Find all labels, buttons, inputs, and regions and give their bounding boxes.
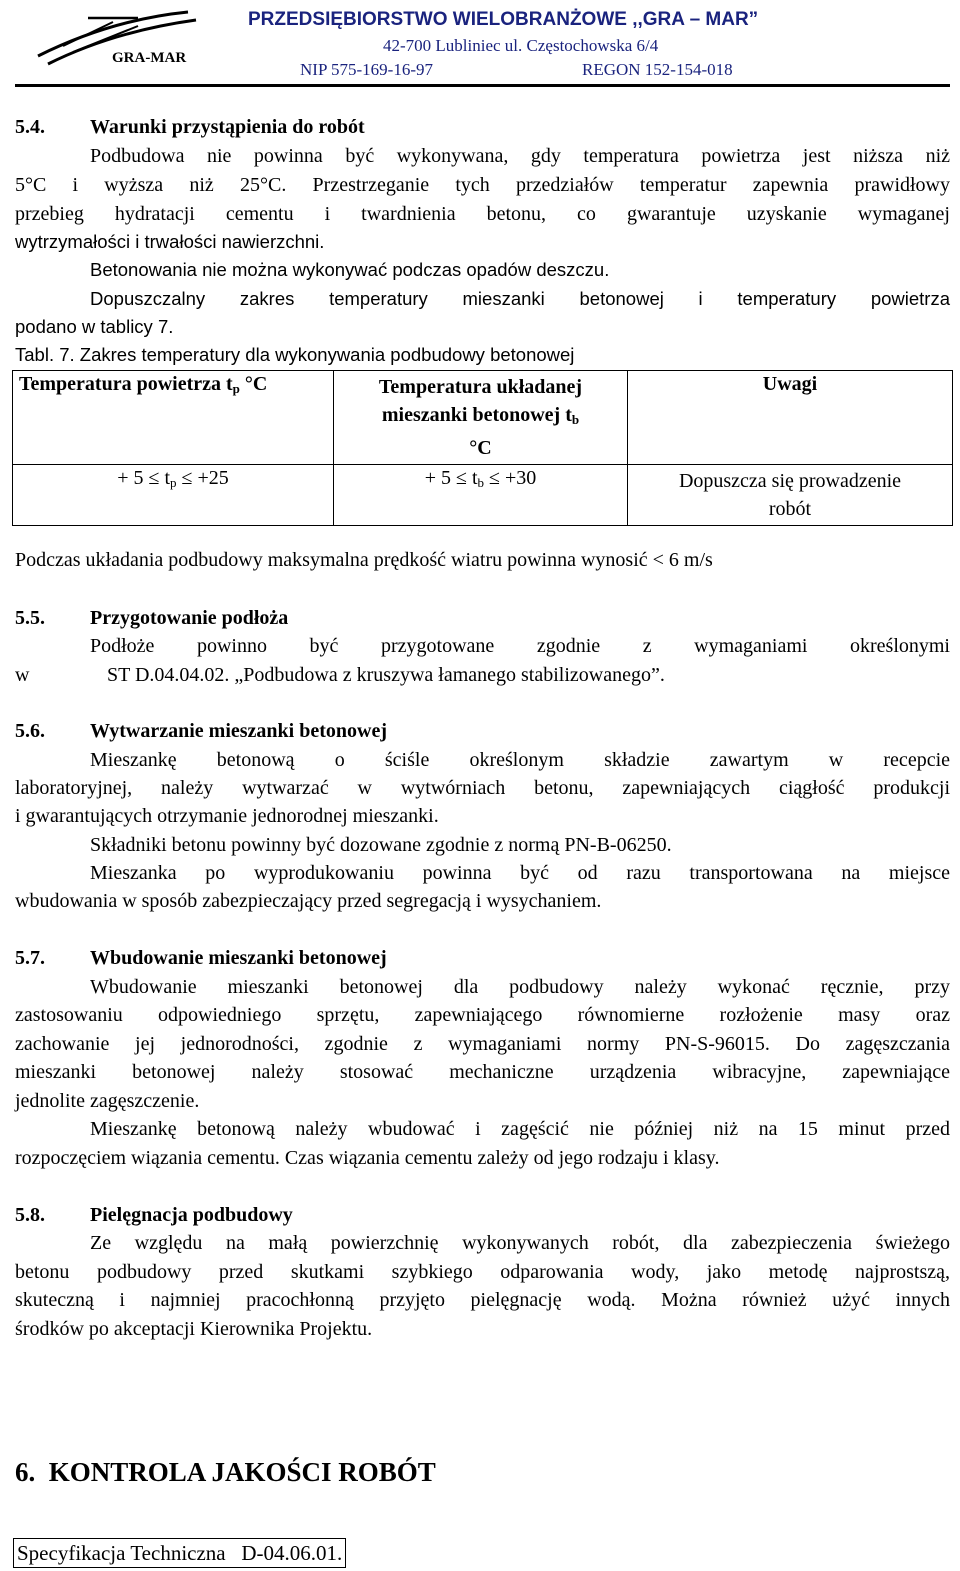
paragraph-line: wbudowania w sposób zabezpieczający przed segregacją i wysychaniem. xyxy=(15,890,602,912)
footer-spec-label: Specyfikacja Techniczna D-04.06.01. xyxy=(13,1538,346,1568)
table-header-cell: Temperatura układanej mieszanki betonowej $t_b$ °C xyxy=(334,371,628,465)
table-header-row xyxy=(13,371,953,465)
table-header-cell: Uwagi xyxy=(628,371,953,465)
paragraph-line: Mieszankę betonową o ściśle określonym składzie zawartym w recepcie xyxy=(90,749,950,771)
company-nip: NIP 575-169-16-97 xyxy=(300,60,433,79)
table-cell: Dopuszcza się prowadzenie robót xyxy=(628,465,953,526)
section-number: 5.7. xyxy=(15,947,45,969)
section-number: 5.4. xyxy=(15,116,45,138)
paragraph-line: Podłoże powinno być przygotowane zgodnie z wymaganiami określonymi xyxy=(90,635,950,657)
paragraph-line: ST D.04.04.02. „Podbudowa z kruszywa łamanego stabilizowanego”. xyxy=(107,664,665,686)
section-title: Wbudowanie mieszanki betonowej xyxy=(90,947,387,969)
header-divider xyxy=(15,84,950,87)
company-address: 42-700 Lubliniec ul. Częstochowska 6/4 xyxy=(383,36,659,55)
temperature-table xyxy=(12,370,953,526)
chapter-heading: 6. KONTROLA JAKOŚCI ROBÓT xyxy=(15,1457,436,1487)
paragraph-line: Mieszanka po wyprodukowaniu powinna być od razu transportowana na miejsce xyxy=(90,862,950,884)
paragraph-word: w xyxy=(15,664,30,686)
table-cell: + $5 \le t_b \le +30$ xyxy=(334,465,628,526)
paragraph-line: jednolite zagęszczenie. xyxy=(15,1090,200,1112)
section-number: 5.5. xyxy=(15,607,45,629)
paragraph-line: Wbudowanie mieszanki betonowej dla podbudowy należy wykonać ręcznie, przy xyxy=(90,976,950,998)
paragraph-line: środków po akceptacji Kierownika Projektu. xyxy=(15,1318,373,1340)
table-row xyxy=(13,465,953,526)
wind-note: Podczas układania podbudowy maksymalna prędkość wiatru powinna wynosić < 6 m/s xyxy=(15,549,713,571)
paragraph-line: laboratoryjnej, należy wytwarzać w wytwórniach betonu, zapewniających ciągłość produkcji xyxy=(15,777,950,799)
paragraph-line: podano w tablicy 7. xyxy=(15,316,174,337)
paragraph-line: Podbudowa nie powinna być wykonywana, gdy temperatura powietrza jest niższa niż xyxy=(90,145,950,167)
section-number: 5.8. xyxy=(15,1204,45,1226)
paragraph-line: zastosowaniu odpowiedniego sprzętu, zapewniającego równomierne rozłożenie masy oraz xyxy=(15,1004,950,1026)
paragraph-line: przebieg hydratacji cementu i twardnienia betonu, co gwarantuje uzyskanie wymaganej xyxy=(15,203,950,225)
section-title: Pielęgnacja podbudowy xyxy=(90,1204,293,1226)
table-cell: + $5 \le t_p \le +25$ xyxy=(13,465,334,526)
paragraph-line: wytrzymałości i trwałości nawierzchni. xyxy=(15,231,325,252)
section-title: Warunki przystąpienia do robót xyxy=(90,116,365,138)
logo-text: GRA-MAR xyxy=(112,50,187,66)
paragraph-line: Składniki betonu powinny być dozowane zgodnie z normą PN-B-06250. xyxy=(90,834,672,856)
paragraph-line: mieszanki betonowej należy stosować mechaniczne urządzenia wibracyjne, zapewniające xyxy=(15,1061,950,1083)
paragraph-line: betonu podbudowy przed skutkami szybkiego odparowania wody, jako metodę najprostszą, xyxy=(15,1261,950,1283)
paragraph-line: Dopuszczalny zakres temperatury mieszanki betonowej i temperatury powietrza xyxy=(90,288,950,309)
paragraph-line: rozpoczęciem wiązania cementu. Czas wiązania cementu zależy od jego rodzaju i klasy. xyxy=(15,1147,720,1169)
table-caption: Tabl. 7. Zakres temperatury dla wykonywania podbudowy betonowej xyxy=(15,344,575,365)
paragraph-line: zachowanie jej jednorodności, zgodnie z wymaganiami normy PN-S-96015. Do zagęszczania xyxy=(15,1033,950,1055)
table-header-cell: Temperatura powietrza $t_p$ °C xyxy=(13,371,334,465)
company-regon: REGON 152-154-018 xyxy=(582,60,733,79)
paragraph-line: i gwarantujących otrzymanie jednorodnej mieszanki. xyxy=(15,805,439,827)
section-number: 5.6. xyxy=(15,720,45,742)
paragraph-line: skuteczną i najmniej pracochłonną przyjęto pielęgnację wodą. Można również użyć innych xyxy=(15,1289,950,1311)
paragraph-line: Mieszankę betonową należy wbudować i zagęścić nie później niż na 15 minut przed xyxy=(90,1118,950,1140)
paragraph-line: Ze względu na małą powierzchnię wykonywanych robót, dla zabezpieczenia świeżego xyxy=(90,1232,950,1254)
section-title: Wytwarzanie mieszanki betonowej xyxy=(90,720,387,742)
section-title: Przygotowanie podłoża xyxy=(90,607,289,629)
paragraph-line: Betonowania nie można wykonywać podczas opadów deszczu. xyxy=(90,259,610,280)
company-name: PRZEDSIĘBIORSTWO WIELOBRANŻOWE ,,GRA – MAR” xyxy=(248,9,759,30)
paragraph-line: 5°C i wyższa niż 25°C. Przestrzeganie tych przedziałów temperatur zapewnia prawidłowy xyxy=(15,174,950,196)
